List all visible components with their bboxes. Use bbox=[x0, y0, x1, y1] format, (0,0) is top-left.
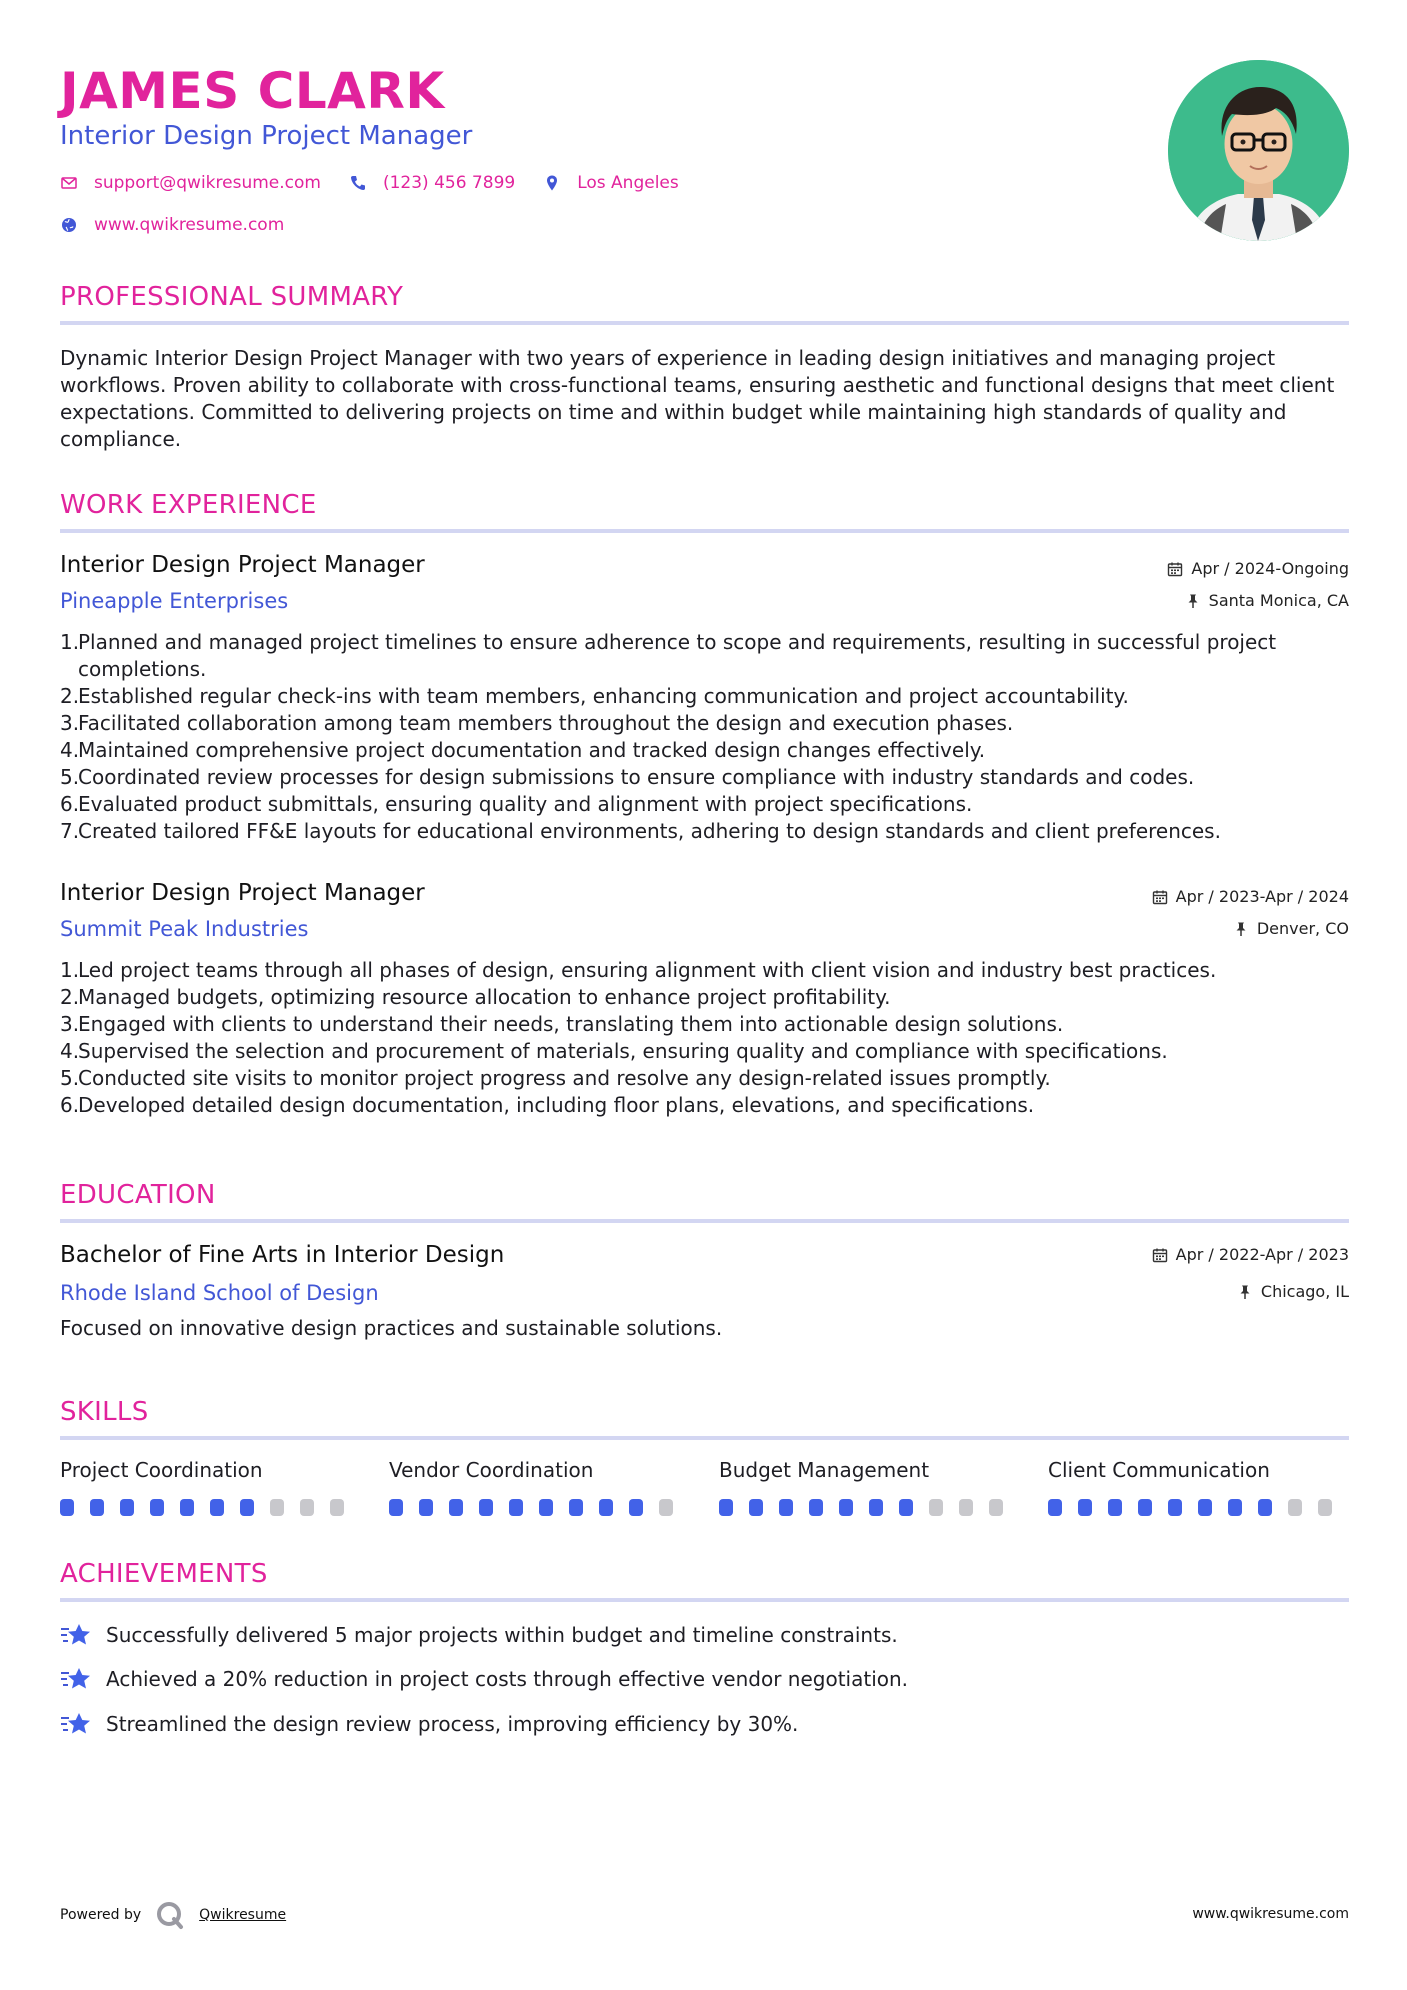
rating-dot-filled bbox=[629, 1499, 643, 1516]
education-note: Focused on innovative design practices and sustainable solutions. bbox=[60, 1316, 723, 1340]
map-pin-icon bbox=[543, 174, 561, 192]
skill-label: Project Coordination bbox=[60, 1458, 263, 1482]
job-location-text: Denver, CO bbox=[1256, 919, 1349, 938]
rating-dot-filled bbox=[719, 1499, 733, 1516]
rating-dot-filled bbox=[809, 1499, 823, 1516]
section-divider bbox=[60, 321, 1349, 325]
achievement-item bbox=[60, 1710, 798, 1738]
section-divider bbox=[60, 1436, 1349, 1440]
pushpin-icon bbox=[1233, 921, 1249, 937]
list-item: 6. Developed detailed design documentation, including floor plans, elevations, and specifications. bbox=[60, 1093, 1035, 1117]
skill-item bbox=[389, 1457, 689, 1516]
powered-by-label: Powered by bbox=[60, 1907, 142, 1923]
rating-dot-empty bbox=[989, 1499, 1003, 1516]
job-dates bbox=[1167, 558, 1349, 580]
rating-dot-filled bbox=[1078, 1499, 1092, 1516]
education-location-text: Chicago, IL bbox=[1260, 1282, 1349, 1301]
rating-dot-filled bbox=[569, 1499, 583, 1516]
education-dates-text: Apr / 2022-Apr / 2023 bbox=[1175, 1245, 1349, 1264]
list-item: 6. Evaluated product submittals, ensuring quality and alignment with project specifications. bbox=[60, 792, 973, 816]
rating-dot-filled bbox=[839, 1499, 853, 1516]
star-badge-icon bbox=[60, 1621, 92, 1649]
footer-website[interactable]: www.qwikresume.com bbox=[1192, 1906, 1349, 1922]
website-text: www.qwikresume.com bbox=[94, 215, 285, 235]
candidate-role: Interior Design Project Manager bbox=[60, 121, 473, 151]
achievement-text: Successfully delivered 5 major projects within budget and timeline constraints. bbox=[106, 1622, 898, 1647]
section-title-experience: WORK EXPERIENCE bbox=[60, 490, 317, 520]
company-name: Summit Peak Industries bbox=[60, 917, 309, 941]
job-location bbox=[1185, 590, 1349, 612]
skill-label: Budget Management bbox=[719, 1458, 930, 1482]
list-item: 3. Facilitated collaboration among team members throughout the design and execution phases. bbox=[60, 711, 1014, 735]
section-divider bbox=[60, 529, 1349, 533]
list-item: 5. Coordinated review processes for design submissions to ensure compliance with industry standards and codes. bbox=[60, 765, 1195, 789]
pushpin-icon bbox=[1237, 1284, 1253, 1300]
rating-dot-filled bbox=[1108, 1499, 1122, 1516]
list-item: 5. Conducted site visits to monitor project progress and resolve any design-related issues promptly. bbox=[60, 1066, 1051, 1090]
rating-dot-filled bbox=[539, 1499, 553, 1516]
section-title-summary: PROFESSIONAL SUMMARY bbox=[60, 282, 404, 312]
job-location-text: Santa Monica, CA bbox=[1208, 591, 1349, 610]
achievement-text: Achieved a 20% reduction in project costs through effective vendor negotiation. bbox=[106, 1666, 909, 1691]
email-text: support@qwikresume.com bbox=[94, 173, 321, 193]
achievement-text: Streamlined the design review process, improving efficiency by 30%. bbox=[106, 1711, 799, 1736]
avatar bbox=[1168, 60, 1349, 241]
footer-powered-by bbox=[60, 1900, 286, 1930]
contact-row-web bbox=[60, 215, 312, 235]
rating-dot-filled bbox=[599, 1499, 613, 1516]
achievement-item bbox=[60, 1621, 898, 1649]
skill-item bbox=[1048, 1457, 1348, 1516]
rating-dot-filled bbox=[1048, 1499, 1062, 1516]
skill-item bbox=[60, 1457, 360, 1516]
rating-dot-filled bbox=[899, 1499, 913, 1516]
job-dates-text: Apr / 2023-Apr / 2024 bbox=[1175, 887, 1349, 906]
section-title-education: EDUCATION bbox=[60, 1180, 216, 1210]
rating-dot-filled bbox=[749, 1499, 763, 1516]
star-badge-icon bbox=[60, 1665, 92, 1693]
contact-location bbox=[543, 173, 679, 193]
rating-dot-empty bbox=[1288, 1499, 1302, 1516]
rating-dot-filled bbox=[419, 1499, 433, 1516]
skill-item bbox=[719, 1457, 1019, 1516]
calendar-icon bbox=[1167, 561, 1183, 577]
education-dates bbox=[1152, 1244, 1349, 1266]
rating-dot-filled bbox=[210, 1499, 224, 1516]
skill-rating bbox=[1048, 1499, 1348, 1516]
location-text: Los Angeles bbox=[577, 173, 679, 193]
rating-dot-empty bbox=[270, 1499, 284, 1516]
contact-row bbox=[60, 173, 707, 193]
rating-dot-filled bbox=[120, 1499, 134, 1516]
education-location bbox=[1237, 1281, 1349, 1303]
list-item: 4. Maintained comprehensive project documentation and tracked design changes effectively. bbox=[60, 738, 986, 762]
job-location bbox=[1233, 918, 1349, 940]
pushpin-icon bbox=[1185, 593, 1201, 609]
rating-dot-filled bbox=[1198, 1499, 1212, 1516]
rating-dot-filled bbox=[1168, 1499, 1182, 1516]
job-dates-text: Apr / 2024-Ongoing bbox=[1191, 559, 1349, 578]
list-item: 1. Planned and managed project timelines to ensure adherence to scope and requirements, resulting in successful project completions. bbox=[60, 630, 1277, 681]
section-divider bbox=[60, 1219, 1349, 1223]
contact-phone[interactable] bbox=[349, 173, 515, 193]
summary-text: Dynamic Interior Design Project Manager with two years of experience in leading design initiatives and managing project workflows. Proven ability to collaborate with cross-functional teams, ensuring aesthetic and functional designs that meet client expectations. Committed to delivering projects on time and within budget while maintaining high standards of quality and compliance. bbox=[60, 346, 1335, 451]
company-name: Pineapple Enterprises bbox=[60, 589, 289, 613]
rating-dot-empty bbox=[1318, 1499, 1332, 1516]
list-item: 2. Established regular check-ins with team members, enhancing communication and project accountability. bbox=[60, 684, 1129, 708]
job-bullets bbox=[60, 957, 1349, 1119]
rating-dot-empty bbox=[929, 1499, 943, 1516]
list-item: 3. Engaged with clients to understand their needs, translating them into actionable design solutions. bbox=[60, 1012, 1064, 1036]
rating-dot-empty bbox=[300, 1499, 314, 1516]
contact-email[interactable] bbox=[60, 173, 321, 193]
skill-rating bbox=[60, 1499, 360, 1516]
rating-dot-filled bbox=[479, 1499, 493, 1516]
candidate-name: JAMES CLARK bbox=[60, 62, 445, 120]
rating-dot-filled bbox=[1138, 1499, 1152, 1516]
degree-title: Bachelor of Fine Arts in Interior Design bbox=[60, 1242, 505, 1268]
rating-dot-filled bbox=[509, 1499, 523, 1516]
brand-link[interactable]: Qwikresume bbox=[199, 1907, 287, 1923]
rating-dot-empty bbox=[959, 1499, 973, 1516]
skill-rating bbox=[389, 1499, 689, 1516]
list-item: 2. Managed budgets, optimizing resource allocation to enhance project profitability. bbox=[60, 985, 891, 1009]
rating-dot-filled bbox=[1228, 1499, 1242, 1516]
globe-icon bbox=[60, 216, 78, 234]
rating-dot-filled bbox=[389, 1499, 403, 1516]
rating-dot-filled bbox=[779, 1499, 793, 1516]
rating-dot-filled bbox=[150, 1499, 164, 1516]
star-badge-icon bbox=[60, 1710, 92, 1738]
list-item: 7. Created tailored FF&E layouts for educational environments, adhering to design standards and client preferences. bbox=[60, 819, 1221, 843]
list-item: 1. Led project teams through all phases of design, ensuring alignment with client vision and industry best practices. bbox=[60, 958, 1217, 982]
section-title-skills: SKILLS bbox=[60, 1397, 149, 1427]
rating-dot-filled bbox=[1258, 1499, 1272, 1516]
rating-dot-empty bbox=[659, 1499, 673, 1516]
rating-dot-filled bbox=[240, 1499, 254, 1516]
rating-dot-filled bbox=[449, 1499, 463, 1516]
job-title: Interior Design Project Manager bbox=[60, 880, 425, 906]
skill-label: Client Communication bbox=[1048, 1458, 1270, 1482]
rating-dot-filled bbox=[60, 1499, 74, 1516]
rating-dot-filled bbox=[180, 1499, 194, 1516]
skill-rating bbox=[719, 1499, 1019, 1516]
achievement-item bbox=[60, 1665, 908, 1693]
qwikresume-logo-icon bbox=[155, 1900, 185, 1930]
list-item: 4. Supervised the selection and procurement of materials, ensuring quality and compliance with specifications. bbox=[60, 1039, 1168, 1063]
rating-dot-filled bbox=[90, 1499, 104, 1516]
section-title-achievements: ACHIEVEMENTS bbox=[60, 1559, 268, 1589]
job-title: Interior Design Project Manager bbox=[60, 552, 425, 578]
envelope-icon bbox=[60, 174, 78, 192]
calendar-icon bbox=[1152, 889, 1168, 905]
section-divider bbox=[60, 1598, 1349, 1602]
rating-dot-empty bbox=[330, 1499, 344, 1516]
job-dates bbox=[1152, 886, 1349, 908]
contact-website[interactable] bbox=[60, 215, 284, 235]
phone-text: (123) 456 7899 bbox=[382, 173, 516, 193]
skill-label: Vendor Coordination bbox=[389, 1458, 594, 1482]
phone-icon bbox=[349, 174, 367, 192]
school-name: Rhode Island School of Design bbox=[60, 1281, 379, 1305]
avatar-portrait-image bbox=[1168, 60, 1349, 241]
rating-dot-filled bbox=[869, 1499, 883, 1516]
job-bullets bbox=[60, 629, 1349, 845]
calendar-icon bbox=[1152, 1247, 1168, 1263]
